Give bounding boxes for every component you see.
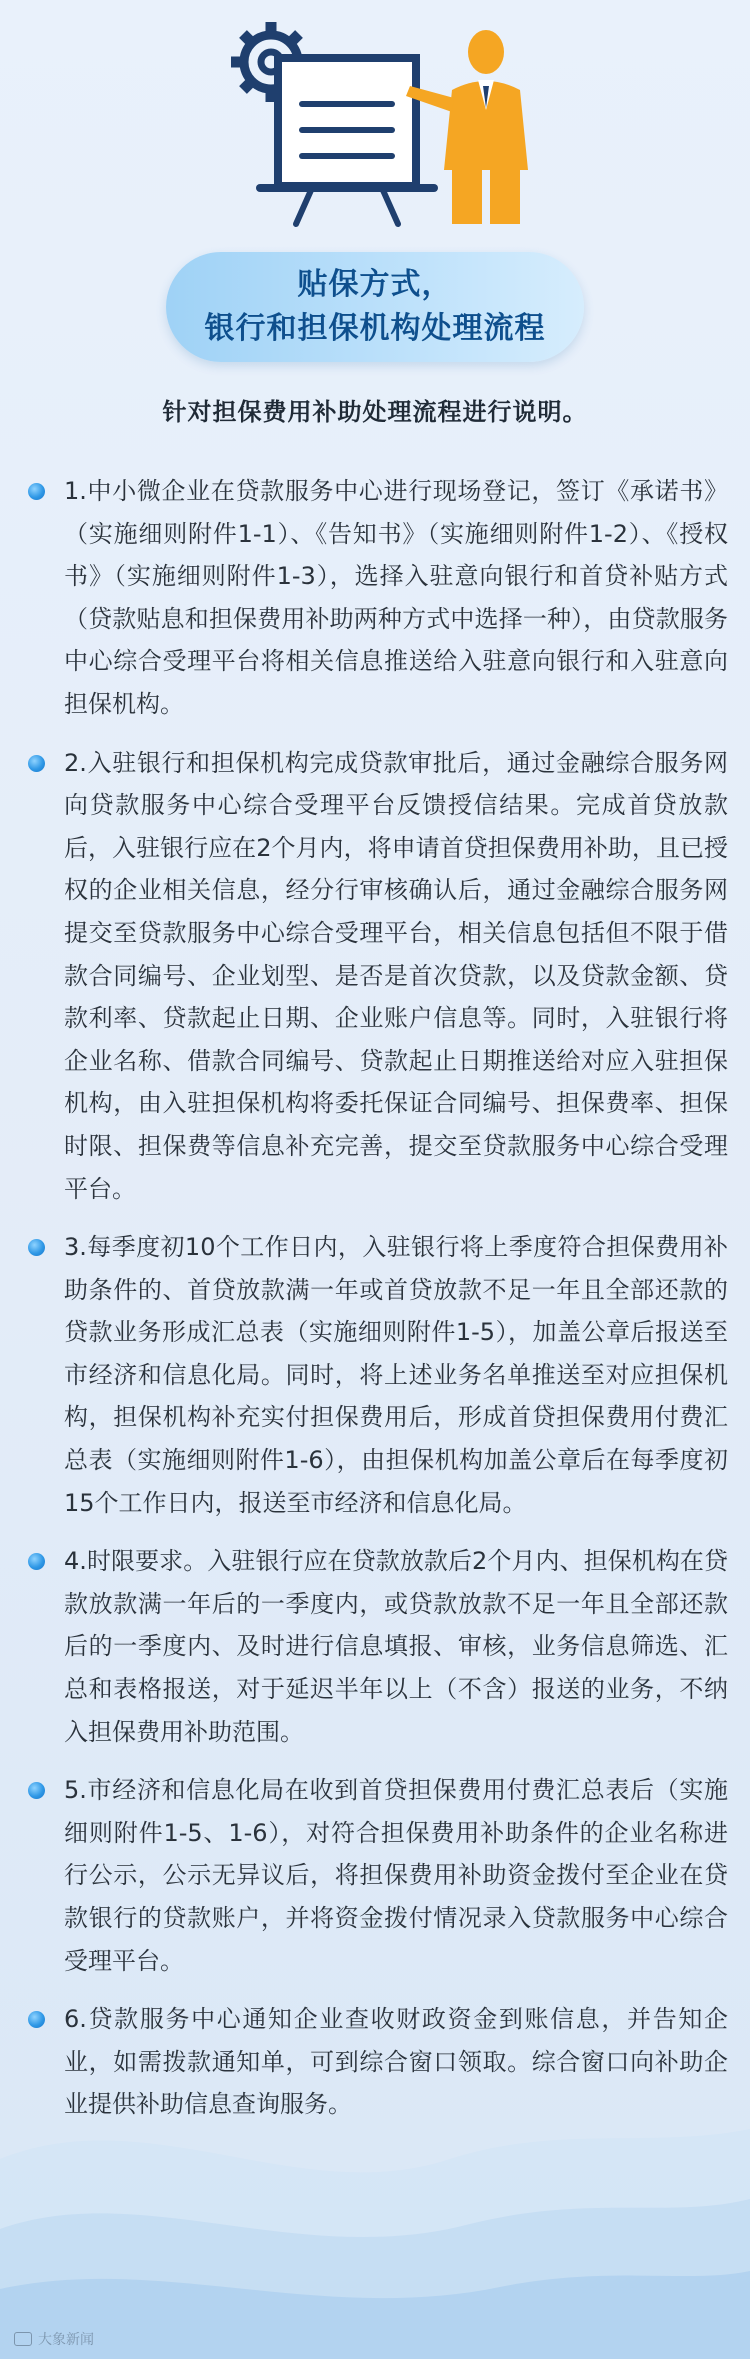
presenter-icon bbox=[406, 30, 528, 224]
title-line-1: 贴保方式， bbox=[297, 267, 453, 302]
bullet-dot-icon bbox=[28, 1782, 45, 1799]
presentation-illustration-icon bbox=[0, 0, 750, 240]
title-line-2: 银行和担保机构处理流程 bbox=[204, 311, 546, 346]
bullet-dot-icon bbox=[28, 2011, 45, 2028]
board-icon bbox=[278, 58, 416, 186]
item-text: 2.入驻银行和担保机构完成贷款审批后，通过金融综合服务网向贷款服务中心综合受理平台反馈授信结果。完成首贷放款后，入驻银行应在2个月内，将申请首贷担保费用补助，且已授权的企业相关信息，经分行审核确认后，通过金融综合服务网提交至贷款服务中心综合受理平台，相关信息包括但不限于借款合同编号、企业划型、是否是首次贷款，以及贷款金额、贷款利率、贷款起止日期、企业账户信息等。同时，入驻银行将企业名称、借款合同编号、贷款起止日期推送给对应入驻担保机构，由入驻担保机构将委托保证合同编号、担保费率、担保时限、担保费等信息补充完善，提交至贷款服务中心综合受理平台。 bbox=[64, 748, 728, 1203]
list-item bbox=[28, 742, 728, 1211]
item-text: 5.市经济和信息化局在收到首贷担保费用付费汇总表后（实施细则附件1-5、1-6），对符合担保费用补助条件的企业名称进行公示，公示无异议后，将担保费用补助资金拨付至企业在贷款银行的贷款账户，并将资金拨付情况录入贷款服务中心综合受理平台。 bbox=[64, 1776, 728, 1975]
bullet-dot-icon bbox=[28, 1553, 45, 1570]
list-item bbox=[28, 1226, 728, 1524]
item-text: 3.每季度初10个工作日内，入驻银行将上季度符合担保费用补助条件的、首贷放款满一年或首贷放款不足一年且全部还款的贷款业务形成汇总表（实施细则附件1-5），加盖公章后报送至市经济和信息化局。同时，将上述业务名单推送至对应担保机构，担保机构补充实付担保费用后，形成首贷担保费用付费汇总表（实施细则附件1-6），由担保机构加盖公章后在每季度初15个工作日内，报送至市经济和信息化局。 bbox=[64, 1233, 728, 1517]
watermark bbox=[14, 2329, 94, 2349]
wave-decoration-icon bbox=[0, 2039, 750, 2359]
tv-icon bbox=[14, 2332, 32, 2346]
bullet-dot-icon bbox=[28, 755, 45, 772]
title-banner bbox=[166, 252, 584, 362]
list-item bbox=[28, 1540, 728, 1753]
bullet-dot-icon bbox=[28, 483, 45, 500]
item-text: 1.中小微企业在贷款服务中心进行现场登记，签订《承诺书》（实施细则附件1-1）、《告知书》（实施细则附件1-2）、《授权书》（实施细则附件1-3），选择入驻意向银行和首贷补贴方式（贷款贴息和担保费用补助两种方式中选择一种），由贷款服务中心综合受理平台将相关信息推送给入驻意向银行和入驻意向担保机构。 bbox=[64, 477, 728, 718]
list-item bbox=[28, 470, 728, 726]
item-text: 6.贷款服务中心通知企业查收财政资金到账信息，并告知企业，如需拨款通知单，可到综合窗口领取。综合窗口向补助企业提供补助信息查询服务。 bbox=[64, 2005, 728, 2119]
watermark-text: 大象新闻 bbox=[38, 2332, 94, 2348]
item-text: 4.时限要求。入驻银行应在贷款放款后2个月内、担保机构在贷款放款满一年后的一季度内，或贷款放款不足一年且全部还款后的一季度内、及时进行信息填报、审核，业务信息筛选、汇总和表格报送，对于延迟半年以上（不含）报送的业务，不纳入担保费用补助范围。 bbox=[64, 1547, 728, 1746]
subtitle: 针对担保费用补助处理流程进行说明。 bbox=[162, 398, 588, 426]
process-list bbox=[28, 470, 728, 2142]
bullet-dot-icon bbox=[28, 1239, 45, 1256]
list-item bbox=[28, 1769, 728, 1982]
